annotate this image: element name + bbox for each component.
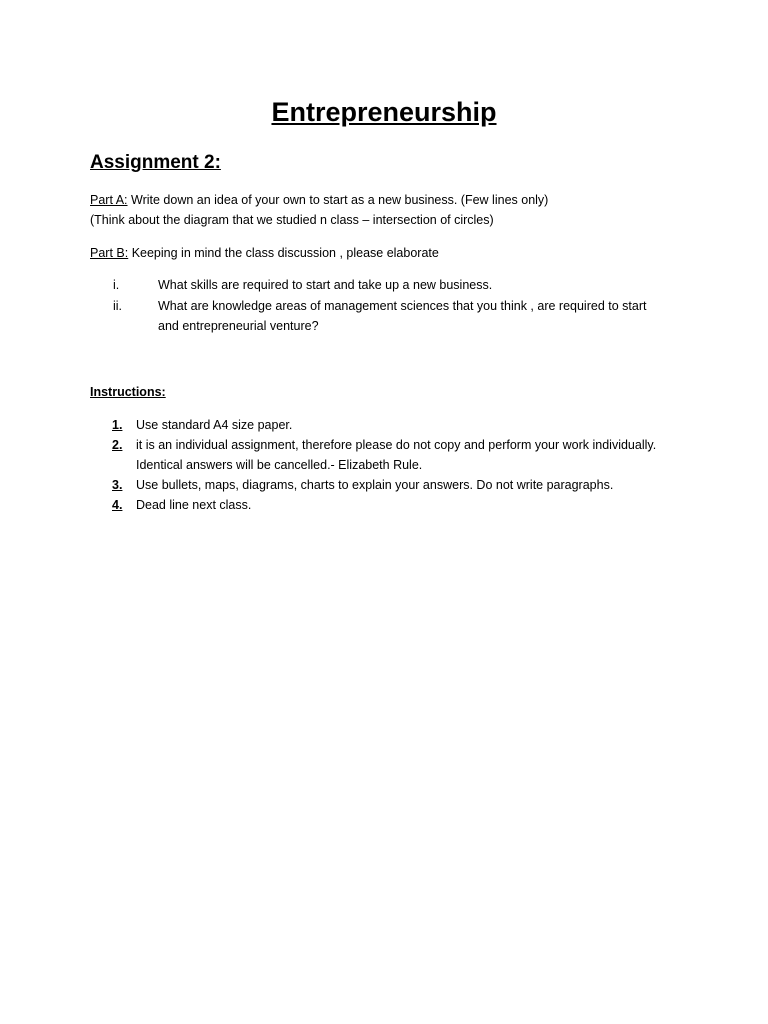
instruction-text: Use bullets, maps, diagrams, charts to explain your answers. Do not write paragraphs. <box>136 478 614 492</box>
instruction-number: 3. <box>112 478 123 492</box>
instruction-number: 2. <box>112 438 123 452</box>
instruction-text-continued: Identical answers will be cancelled.- Elizabeth Rule. <box>136 458 423 472</box>
part-b-item-marker: i. <box>113 278 120 292</box>
instruction-number: 4. <box>112 498 123 512</box>
instruction-text: it is an individual assignment, therefore please do not copy and perform your work individually. <box>136 438 657 452</box>
assignment-heading: Assignment 2: <box>90 152 221 173</box>
part-b-text: Keeping in mind the class discussion , please elaborate <box>128 246 439 260</box>
part-b-item-marker: ii. <box>113 299 123 313</box>
part-b-line <box>90 244 439 262</box>
part-b-item-text: What are knowledge areas of management sciences that you think , are required to start <box>158 299 647 313</box>
document-title: Entrepreneurship <box>271 97 497 127</box>
part-a-line <box>90 191 548 209</box>
part-a-note: (Think about the diagram that we studied n class – intersection of circles) <box>90 213 494 227</box>
instruction-text: Use standard A4 size paper. <box>136 418 293 432</box>
part-b-label: Part B: <box>90 246 129 260</box>
instruction-text: Dead line next class. <box>136 498 252 512</box>
part-b-item-text-continued: and entrepreneurial venture? <box>158 319 319 333</box>
instruction-number: 1. <box>112 418 123 432</box>
instructions-heading: Instructions: <box>90 385 166 399</box>
part-a-text: Write down an idea of your own to start as a new business. (Few lines only) <box>127 193 549 207</box>
part-a-label: Part A: <box>90 193 128 207</box>
part-b-item-text: What skills are required to start and take up a new business. <box>158 278 493 292</box>
